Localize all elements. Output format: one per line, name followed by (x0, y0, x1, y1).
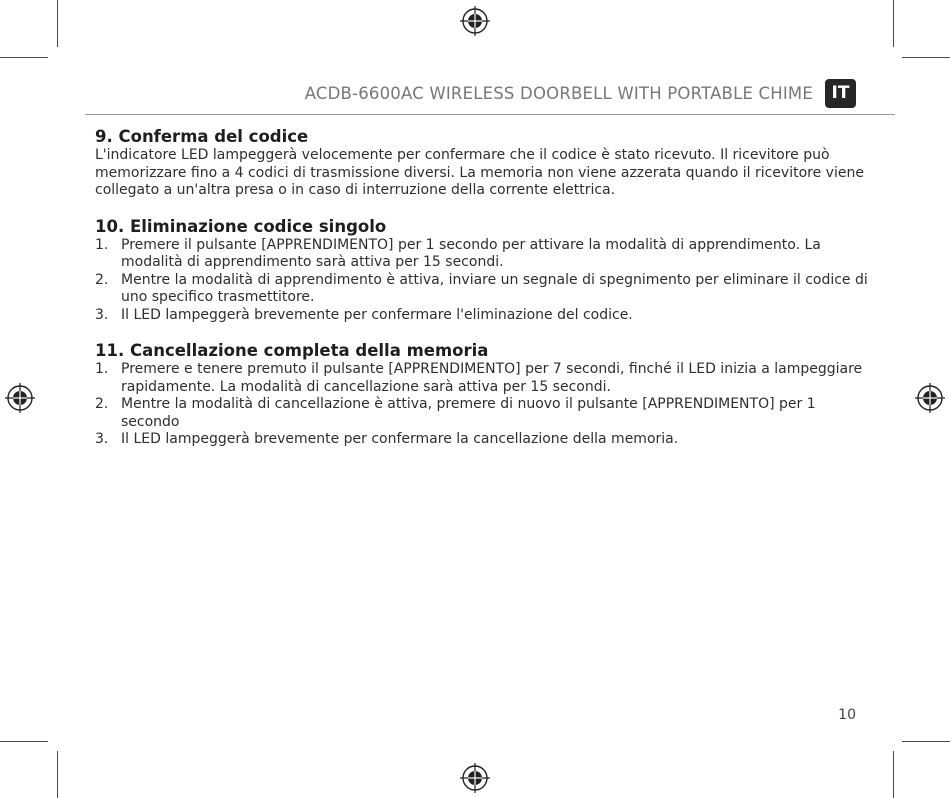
registration-mark-left-icon (5, 383, 35, 413)
registration-mark-bottom-icon (460, 763, 490, 793)
step-number: 2. (95, 396, 109, 412)
step-number: 3. (95, 306, 109, 323)
step-text: Premere e tenere premuto il pulsante [APPRENDIMENTO] per 7 secondi, finché il LED inizia a lampeggiare rapidamente. La modalità di cancellazione sarà attiva per 15 secondi. (121, 361, 863, 395)
crop-mark-top-left-vertical (57, 0, 58, 47)
section-full-memory-clear (95, 341, 875, 449)
header-divider (85, 114, 895, 115)
steps-list (95, 237, 875, 325)
manual-header-title: ACDB-6600AC WIRELESS DOORBELL WITH PORTABLE CHIME (304, 84, 813, 103)
section-title: 11. Cancellazione completa della memoria (95, 341, 489, 360)
list-item (95, 307, 875, 325)
page-number: 10 (838, 707, 856, 723)
registration-mark-right-icon (915, 383, 945, 413)
step-text: Mentre la modalità di cancellazione è attiva, premere di nuovo il pulsante [APPRENDIMENTO] per 1 secondo (121, 396, 816, 430)
section-paragraph: L'indicatore LED lampeggerà velocemente per confermare che il codice è stato ricevuto. Il ricevitore può memorizzare fino a 4 codici di trasmissione diversi. La memoria non viene azzerata quando il ricevitore viene collegato a un'altra presa o in caso di interruzione della corrente elettrica. (95, 147, 864, 198)
page-content (95, 127, 875, 466)
language-badge: IT (825, 79, 856, 108)
list-item (95, 396, 875, 431)
crop-mark-bottom-right-horizontal (902, 741, 950, 742)
step-number: 3. (95, 431, 109, 447)
list-item (95, 431, 875, 449)
registration-mark-top-icon (460, 6, 490, 36)
crop-mark-top-left-horizontal (0, 57, 48, 58)
crop-mark-bottom-left-horizontal (0, 741, 48, 742)
crop-mark-bottom-left-vertical (57, 751, 58, 798)
list-item (95, 237, 875, 272)
section-title: 10. Eliminazione codice singolo (95, 216, 387, 236)
step-number: 1. (95, 361, 109, 377)
step-text: Premere il pulsante [APPRENDIMENTO] per 1 secondo per attivare la modalità di apprendimento. La modalità di apprendimento sarà attiva per 15 secondi. (121, 236, 821, 270)
list-item (95, 361, 875, 396)
section-title: 9. Conferma del codice (95, 127, 309, 146)
list-item (95, 272, 875, 307)
step-text: Il LED lampeggerà brevemente per confermare la cancellazione della memoria. (121, 431, 679, 447)
step-number: 1. (95, 236, 109, 253)
crop-mark-top-right-horizontal (902, 57, 950, 58)
section-code-confirmation (95, 127, 875, 200)
steps-list (95, 361, 875, 449)
step-text: Il LED lampeggerà brevemente per confermare l'eliminazione del codice. (121, 306, 633, 323)
step-text: Mentre la modalità di apprendimento è attiva, inviare un segnale di spegnimento per eliminare il codice di uno specifico trasmettitore. (121, 271, 868, 305)
step-number: 2. (95, 271, 109, 288)
crop-mark-bottom-right-vertical (893, 751, 894, 798)
section-single-code-deletion (95, 217, 875, 325)
crop-mark-top-right-vertical (893, 0, 894, 47)
